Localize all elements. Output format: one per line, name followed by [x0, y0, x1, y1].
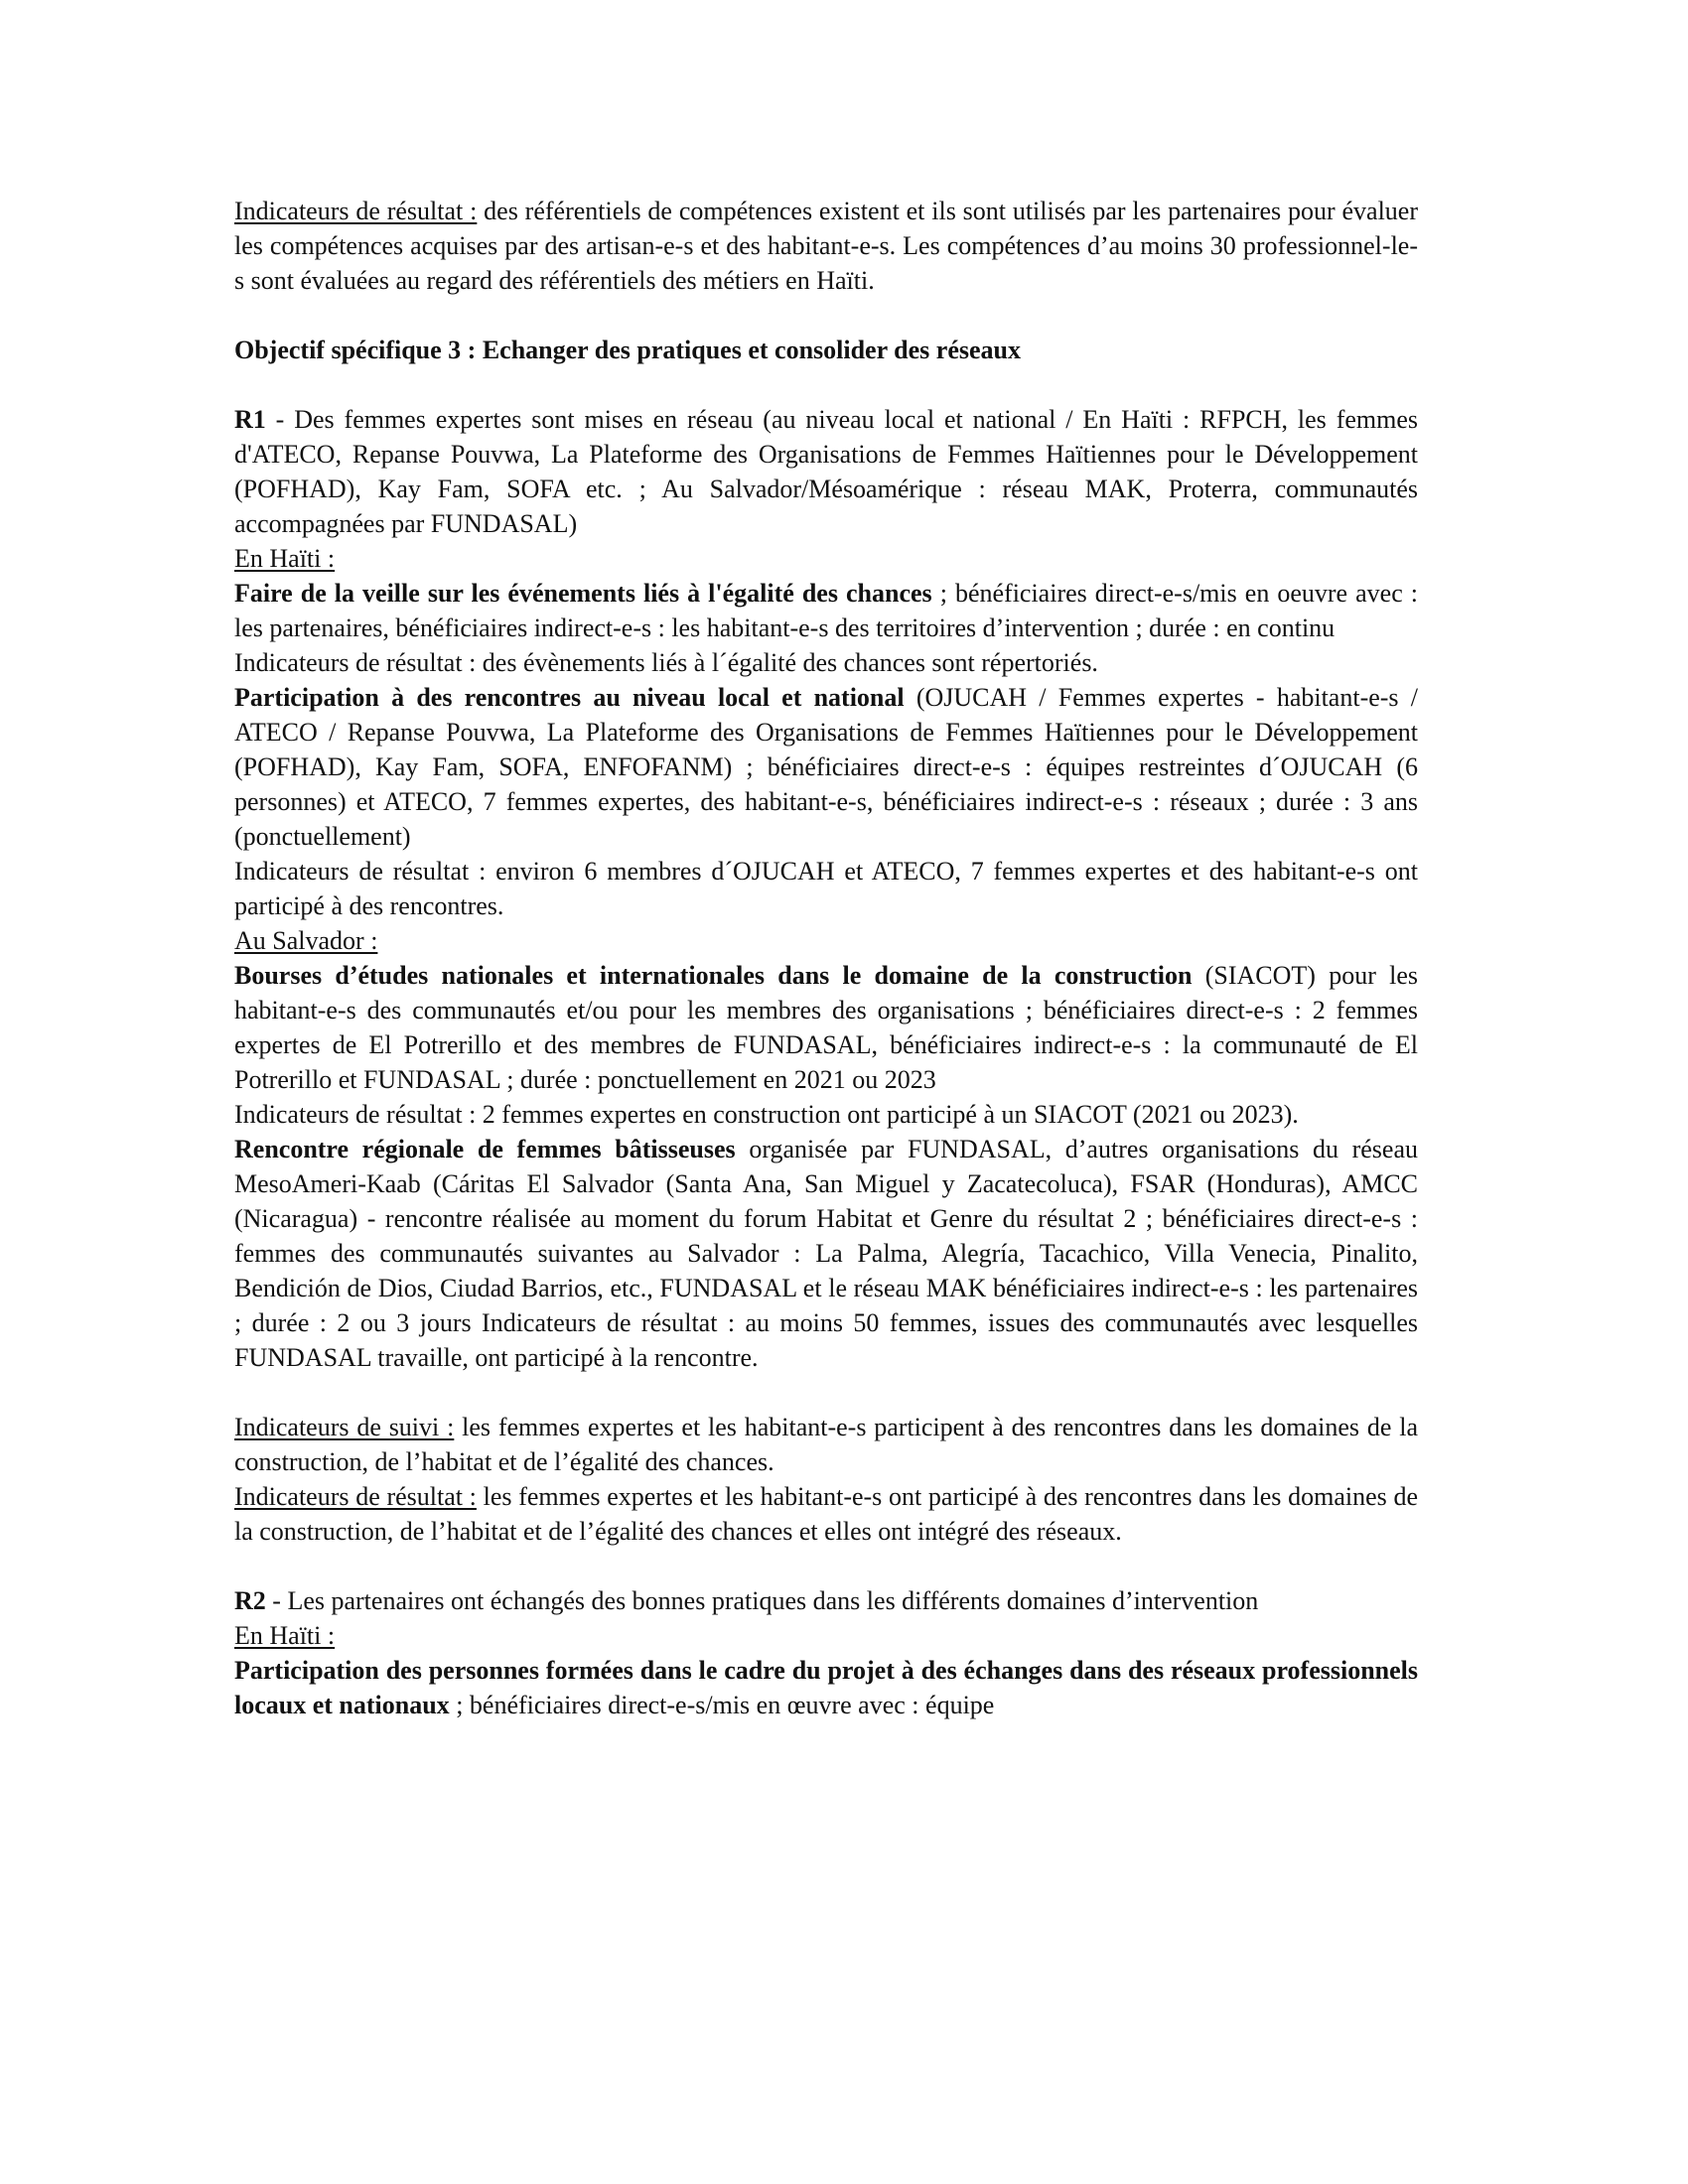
r1-salvador-subheading [234, 923, 1418, 958]
participation-title: Participation à des rencontres au niveau local et national [234, 683, 905, 712]
document-page [234, 194, 1418, 1722]
rencontre-activity [234, 1132, 1418, 1375]
bourses-details: (SIACOT) pour les habitant-e-s des communautés et/ou pour les membres des organisations ; bénéficiaires direct-e-s : 2 femmes expertes de El Potrerillo et des membres de FUNDASAL, bénéficiaires indirect-e-s : la communauté de El Potrerillo et FUNDASAL ; durée : ponctuellement en 2021 ou 2023 [234, 961, 1418, 1094]
r1-intro [234, 402, 1418, 541]
r2-haiti-label: En Haïti : [234, 1621, 336, 1650]
result-label: Indicateurs de résultat : [234, 1482, 477, 1511]
rencontre-details: organisée par FUNDASAL, d’autres organisations du réseau MesoAmeri-Kaab (Cáritas El Salvador (Santa Ana, San Miguel y Zacatecoluca), FSAR (Honduras), AMCC (Nicaragua) - rencontre réalisée au moment du forum Habitat et Genre du résultat 2 ; bénéficiaires direct-e-s : femmes des communautés suivantes au Salvador : La Palma, Alegría, Tacachico, Villa Venecia, Pinalito, Bendición de Dios, Ciudad Barrios, etc., FUNDASAL et le réseau MAK bénéficiaires indirect-e-s : les partenaires ; durée : 2 ou 3 jours Indicateurs de résultat : au moins 50 femmes, issues des communautés avec lesquelles FUNDASAL travaille, ont participé à la rencontre. [234, 1135, 1418, 1372]
rencontre-title: Rencontre régionale de femmes bâtisseuses [234, 1135, 736, 1163]
bourses-indicator: Indicateurs de résultat : 2 femmes expertes en construction ont participé à un SIACOT (2021 ou 2023). [234, 1100, 1299, 1129]
participation-indicator: Indicateurs de résultat : environ 6 membres d´OJUCAH et ATECO, 7 femmes expertes et des habitant-e-s ont participé à des rencontres. [234, 857, 1418, 920]
section-heading: Objectif spécifique 3 : Echanger des pratiques et consolider des réseaux [234, 336, 1021, 364]
participation-details: (OJUCAH / Femmes expertes - habitant-e-s / ATECO / Repanse Pouvwa, La Plateforme des Organisations de Femmes Haïtiennes pour le Développement (POFHAD), Kay Fam, SOFA, ENFOFANM) ; bénéficiaires direct-e-s : équipes restreintes d´OJUCAH (6 personnes) et ATECO, 7 femmes expertes, des habitant-e-s, bénéficiaires indirect-e-s : réseaux ; durée : 3 ans (ponctuellement) [234, 683, 1418, 851]
r2-participation-title: Participation des personnes formées dans le cadre du projet à des échanges dans des réseaux professionnels locaux et nationaux [234, 1656, 1418, 1719]
veille-indicator: Indicateurs de résultat : des évènements liés à l´égalité des chances sont répertoriés. [234, 648, 1098, 677]
r1-text: - Des femmes expertes sont mises en réseau (au niveau local et national / En Haïti : RFPCH, les femmes d'ATECO, Repanse Pouvwa, La Plateforme des Organisations de Femmes Haïtiennes pour le Développement (POFHAD), Kay Fam, SOFA etc. ; Au Salvador/Mésoamérique : réseau MAK, Proterra, communautés accompagnées par FUNDASAL) [234, 405, 1418, 538]
r2-participation-details: ; bénéficiaires direct-e-s/mis en œuvre avec : équipe [449, 1691, 995, 1719]
veille-activity [234, 576, 1418, 645]
participation-activity [234, 680, 1418, 854]
paragraph-competence-indicators [234, 194, 1418, 298]
bourses-activity [234, 958, 1418, 1097]
followup-text: les femmes expertes et les habitant-e-s participent à des rencontres dans les domaines de la construction, de l’habitat et de l’égalité des chances. [234, 1413, 1418, 1476]
salvador-label: Au Salvador : [234, 926, 378, 955]
r2-participation-activity [234, 1653, 1418, 1722]
bourses-title: Bourses d’études nationales et internationales dans le domaine de la construction [234, 961, 1193, 990]
r2-text: - Les partenaires ont échangés des bonnes pratiques dans les différents domaines d’intervention [265, 1586, 1259, 1615]
r2-label: R2 [234, 1586, 266, 1615]
followup-label: Indicateurs de suivi : [234, 1413, 455, 1441]
r1-label: R1 [234, 405, 266, 434]
followup-indicators [234, 1410, 1418, 1479]
veille-details: ; bénéficiaires direct-e-s/mis en oeuvre avec : les partenaires, bénéficiaires indirect-e-s : les habitant-e-s des territoires d’intervention ; durée : en continu [234, 579, 1419, 642]
result-text: les femmes expertes et les habitant-e-s ont participé à des rencontres dans les domaines de la construction, de l’habitat et de l’égalité des chances et elles ont intégré des réseaux. [234, 1482, 1418, 1546]
result-indicators-text: des référentiels de compétences existent et ils sont utilisés par les partenaires pour évaluer les compétences acquises par des artisan-e-s et des habitant-e-s. Les compétences d’au moins 30 professionnel-le-s sont évaluées au regard des référentiels des métiers en Haïti. [234, 197, 1418, 295]
result-indicators-label: Indicateurs de résultat : [234, 197, 478, 225]
r2-haiti-subheading [234, 1618, 1418, 1653]
veille-title: Faire de la veille sur les événements liés à l'égalité des chances [234, 579, 932, 608]
haiti-label: En Haïti : [234, 544, 336, 573]
r2-intro [234, 1583, 1418, 1618]
result-indicators-r1 [234, 1479, 1418, 1549]
r1-haiti-subheading [234, 541, 1418, 576]
